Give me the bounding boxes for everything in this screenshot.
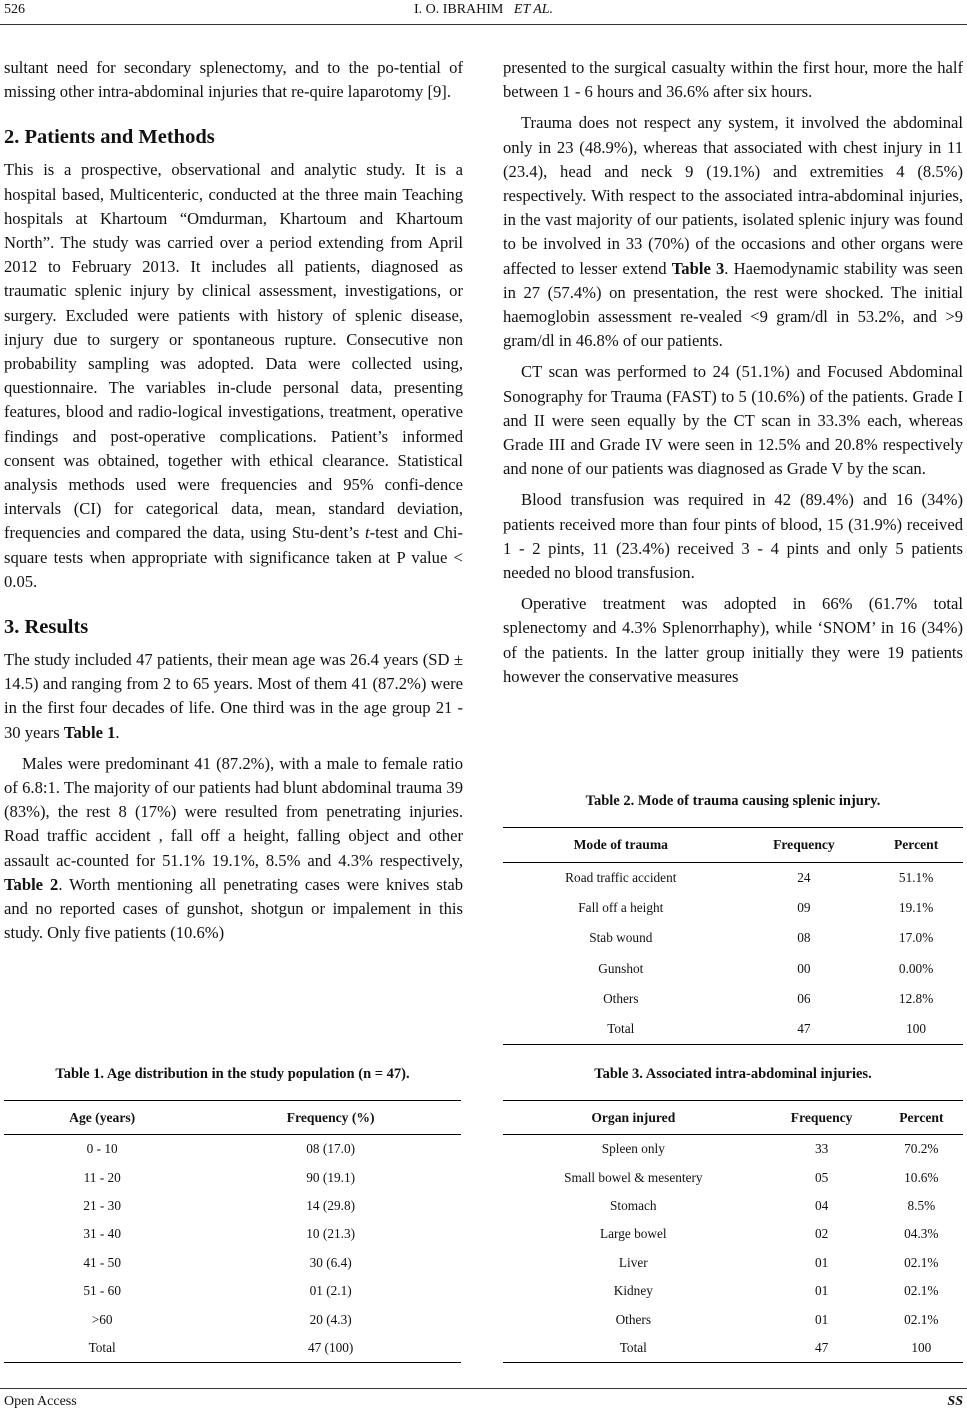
table1-reference: Table 1	[63, 722, 116, 742]
table-cell: Total	[619, 1339, 647, 1355]
table-cell: 10 (21.3)	[306, 1226, 356, 1242]
table-row	[503, 984, 963, 1014]
table-row	[4, 1305, 461, 1333]
table-cell: 06	[797, 990, 811, 1006]
table-cell: 33	[814, 1141, 829, 1157]
author-names: I. O. IBRAHIM	[413, 2, 504, 17]
table-cell: Fall off a height	[578, 900, 664, 916]
table-cell: 24	[797, 870, 811, 886]
page-footer	[0, 1388, 967, 1410]
table1-caption: Table 1. Age distribution in the study population (n = 47).	[55, 1066, 410, 1082]
t-test-italic: t	[364, 523, 370, 543]
right-paragraph-2	[503, 111, 963, 353]
table-row	[503, 1305, 963, 1333]
table-cell: 0 - 10	[86, 1141, 118, 1157]
table-cell: 01	[814, 1283, 829, 1299]
table-cell: >60	[91, 1311, 113, 1327]
table-cell: Liver	[618, 1254, 648, 1270]
table-cell: 01	[814, 1311, 829, 1327]
table-row	[4, 1277, 461, 1305]
table-cell: Stab wound	[589, 930, 653, 946]
table-row	[503, 1334, 963, 1363]
table-cell: 51 - 60	[83, 1283, 121, 1299]
right-paragraph-1: presented to the surgical casualty within the first hour, more the half between 1 - 6 hours and 36.6% after six hours.	[503, 58, 963, 102]
table1-header-row	[4, 1101, 461, 1135]
results-text-2b: . Worth mentioning all penetrating cases were knives stab and no reported cases of gunshot, shotgun or impalement in this study. Only five patients (10.6%)	[4, 874, 463, 943]
table-cell: 100	[911, 1339, 932, 1355]
left-column	[4, 56, 463, 946]
table-cell: 41 - 50	[83, 1254, 121, 1270]
table2	[503, 827, 963, 1045]
table-cell: 04	[814, 1197, 829, 1213]
table-cell: Kidney	[613, 1283, 653, 1299]
table-cell: 02.1%	[904, 1311, 939, 1327]
page-number: 526	[4, 2, 25, 17]
results-paragraph-2	[4, 752, 463, 946]
table-cell: 0.00%	[898, 960, 934, 976]
table2-header-cell: Frequency	[773, 837, 835, 852]
table-cell: Total	[607, 1021, 635, 1037]
table-cell: Stomach	[610, 1197, 657, 1213]
table-cell: Spleen only	[601, 1141, 665, 1157]
table-cell: 70.2%	[904, 1141, 939, 1157]
table-row	[4, 1135, 461, 1164]
table3-block	[503, 1066, 963, 1363]
results-text-2a: Males were predominant 41 (87.2%), with a male to female ratio of 6.8:1. The majority of our patients had blunt abdominal trauma 39 (83%), the rest 8 (17%) were resulted from penetrating injuries. Road traffic accident , fall off a height, falling object and other assault ac-counted for 51.1% 19.1%, 8.5% and 4.3% respectively,	[4, 753, 463, 870]
table2-reference: Table 2	[4, 874, 59, 894]
table-cell: Gunshot	[598, 960, 644, 976]
table2-header-cell: Percent	[893, 837, 939, 852]
table1-header-cell: Frequency (%)	[286, 1109, 375, 1125]
table-row	[503, 1192, 963, 1220]
right-paragraph-5: Operative treatment was adopted in 66% (61.7% total splenectomy and 4.3% Splenorrhaphy), while ‘SNOM’ in 16 (34%) of the patients. In the latter group initially they were 19 patients however the conservative measures	[503, 594, 963, 686]
right-paragraph-4: Blood transfusion was required in 42 (89.4%) and 16 (34%) patients received more than four pints of blood, 15 (31.9%) received 1 - 2 pints, 11 (23.4%) received 3 - 4 pints and only 5 patients needed no blood transfusion.	[503, 490, 963, 583]
results-paragraph-1	[4, 648, 463, 745]
table-row	[503, 1249, 963, 1277]
table-cell: Road traffic accident	[565, 870, 677, 886]
footer-rule	[0, 1388, 967, 1389]
header-rule	[0, 24, 967, 25]
et-al: ET AL.	[513, 2, 554, 17]
table-cell: 14 (29.8)	[306, 1197, 356, 1213]
table-cell: 100	[906, 1021, 927, 1037]
right-paragraph-3: CT scan was performed to 24 (51.1%) and Focused Abdominal Sonography for Trauma (FAST) to 5 (10.6%) of the patients. Grade I and II were seen equally by the CT scan in 33.3% each, whereas Grade III and Grade IV were seen in 12.5% and 20.8% respectively and none of our patients was diagnosed as Grade V by the scan.	[503, 362, 963, 479]
table-cell: 11 - 20	[83, 1169, 121, 1185]
table1	[4, 1100, 461, 1363]
table2-caption: Table 2. Mode of trauma causing splenic injury.	[585, 793, 881, 809]
table-cell: Total	[88, 1339, 116, 1355]
right-column	[503, 56, 963, 689]
results-heading: 3. Results	[4, 616, 89, 639]
table-row	[503, 893, 963, 923]
table2-header-cell: Mode of trauma	[573, 837, 668, 852]
table-row	[4, 1192, 461, 1220]
table-cell: 51.1%	[898, 870, 934, 886]
table-cell: Small bowel & mesentery	[564, 1169, 703, 1185]
running-title	[0, 2, 967, 18]
table3-header-row	[503, 1101, 963, 1135]
running-header	[0, 0, 967, 34]
table-row	[4, 1220, 461, 1248]
table3-caption: Table 3. Associated intra-abdominal injuries.	[594, 1066, 872, 1082]
methods-heading: 2. Patients and Methods	[4, 126, 215, 149]
table-cell: 8.5%	[907, 1197, 936, 1213]
table-cell: 00	[797, 960, 811, 976]
journal-abbreviation: SS	[947, 1394, 963, 1409]
table-cell: 02	[814, 1226, 829, 1242]
intro-paragraph: sultant need for secondary splenectomy, and to the po-tential of missing other intra-abdominal injuries that re-quire laparotomy [9].	[4, 58, 463, 102]
table-cell: 10.6%	[904, 1169, 939, 1185]
table-row	[503, 1220, 963, 1248]
table3-header-cell: Percent	[899, 1109, 944, 1125]
methods-paragraph	[4, 158, 463, 594]
table3-header-cell: Organ injured	[591, 1109, 676, 1125]
table3-reference: Table 3	[671, 258, 725, 278]
table-row	[503, 1135, 963, 1164]
table-cell: 21 - 30	[83, 1197, 121, 1213]
table-row	[4, 1249, 461, 1277]
table-cell: 20 (4.3)	[309, 1311, 352, 1327]
table1-header-cell: Age (years)	[69, 1109, 136, 1125]
table-row	[503, 1277, 963, 1305]
table-cell: 30 (6.4)	[309, 1254, 352, 1270]
table-cell: 31 - 40	[83, 1226, 121, 1242]
table-cell: 09	[797, 900, 811, 916]
right-text-2a: Trauma does not respect any system, it involved the abdominal only in 23 (48.9%), whereas that associated with chest injury in 11 (23.4), head and neck 9 (19.1%) and extremities 4 (8.5%) respectively. With respect to the associated intra-abdominal injuries, in the vast majority of our patients, isolated splenic injury was found to be involved in 33 (70%) of the occasions and other organs were affected to lesser extend	[503, 113, 963, 278]
right-text-2b: . Haemodynamic stability was seen in 27 (57.4%) on presentation, the rest were shocked. The initial haemoglobin assessment re-vealed <9 gram/dl in 53.2%, and >9 gram/dl in 46.8% of our patients.	[503, 258, 963, 351]
table-row	[503, 863, 963, 894]
table-cell: Large bowel	[600, 1226, 667, 1242]
table-cell: Others	[615, 1311, 652, 1327]
table1-block	[4, 1066, 461, 1363]
table-cell: 04.3%	[904, 1226, 939, 1242]
table-row	[4, 1334, 461, 1363]
table-cell: 47 (100)	[307, 1339, 354, 1355]
methods-text-end: -test and Chi-square tests when appropriate with significance taken at P value < 0.05.	[4, 523, 464, 591]
table-cell: 02.1%	[904, 1283, 939, 1299]
table-cell: 01	[814, 1254, 829, 1270]
table-cell: 12.8%	[898, 990, 934, 1006]
table2-header-row	[503, 828, 963, 863]
table-row	[503, 1163, 963, 1191]
table-cell: 08	[797, 930, 811, 946]
table-cell: 05	[814, 1169, 829, 1185]
table2-block	[503, 793, 963, 1045]
table-cell: 47	[814, 1339, 829, 1355]
results-text-1a: The study included 47 patients, their mean age was 26.4 years (SD ± 14.5) and ranging from 2 to 65 years. Most of them 41 (87.2%) were in the first four decades of life. One third was in the age group 21 - 30 years	[4, 650, 463, 742]
table-cell: 02.1%	[904, 1254, 939, 1270]
table-cell: 90 (19.1)	[306, 1169, 356, 1185]
methods-text: This is a prospective, observational and analytic study. It is a hospital based, Multicenteric, conducted at the three main Teaching hospitals at Khartoum “Omdurman, Khartoum and Khartoum North”. The study was carried over a period extending from April 2012 to February 2013. It includes all patients, diagnosed as traumatic splenic injury by clinical assessment, investigations, or surgery. Excluded were patients with history of splenic disease, injury due to surgery or spontaneous rupture. Consecutive non probability sampling was adopted. Data were collected using, questionnaire. The variables in-clude personal data, presenting features, blood and radio-logical investigations, treatment, operative findings and post-operative complications. Patient’s informed consent was obtained, together with ethical clearance. Statistical analysis methods used were frequencies and 95% confi-dence intervals (CI) for categorical data, mean, standard deviation, frequencies and compared the data, using Stu-dent’s	[4, 160, 463, 543]
table-cell: 19.1%	[898, 900, 934, 916]
table-row	[503, 1014, 963, 1045]
table-cell: 47	[797, 1021, 811, 1037]
table-row	[4, 1163, 461, 1191]
table3-header-cell: Frequency	[790, 1109, 853, 1125]
table-cell: Others	[603, 990, 639, 1006]
table-cell: 17.0%	[898, 930, 934, 946]
table-cell: 01 (2.1)	[309, 1283, 352, 1299]
table3	[503, 1100, 963, 1363]
table-row	[503, 954, 963, 984]
results-text-1b: .	[115, 722, 120, 742]
open-access-label: Open Access	[4, 1394, 77, 1409]
table-row	[503, 923, 963, 953]
table-cell: 08 (17.0)	[306, 1141, 356, 1157]
